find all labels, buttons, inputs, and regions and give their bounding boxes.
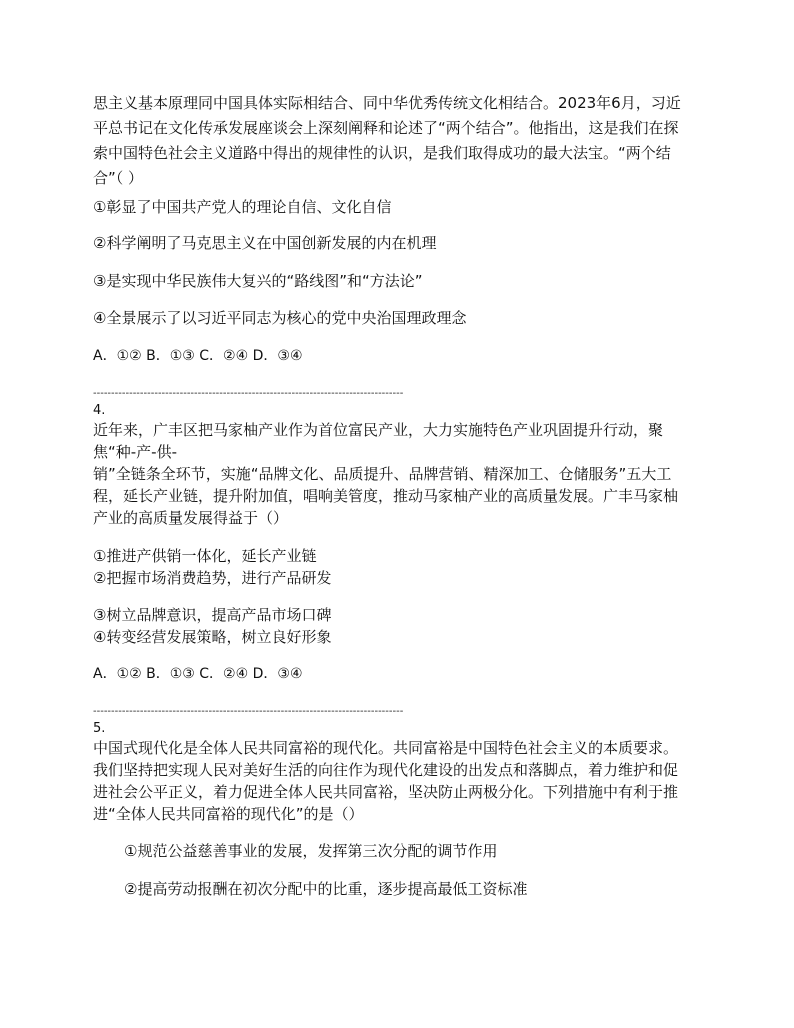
q4-separator: --------------------------------------------------------------------------------------	[93, 706, 404, 717]
q4-stem-line-5: 产业的高质量发展得益于（）	[93, 509, 289, 527]
q3-separator: --------------------------------------------------------------------------------------	[93, 388, 404, 399]
q4-stem-line-2: 焦“种-产-供-	[93, 443, 178, 461]
q4-number: 4.	[93, 403, 106, 418]
q3-stem-line-1: 思主义基本原理同中国具体实际相结合、同中华优秀传统文化相结合。2023年6月，习近	[93, 94, 681, 112]
q4-option-1: ①推进产供销一体化，延长产业链	[93, 547, 317, 565]
q5-stem-line-4: 进“全体人民共同富裕的现代化”的是（）	[93, 805, 364, 823]
q3-answer-choices: A．①② B．①③ C．②④ D．③④	[93, 348, 303, 364]
q3-stem-line-3: 索中国特色社会主义道路中得出的规律性的认识，是我们取得成功的最大法宝。“两个结	[93, 144, 671, 162]
q4-stem-line-1: 近年来，广丰区把马家柚产业作为首位富民产业，大力实施特色产业巩固提升行动，聚	[93, 421, 664, 439]
q3-option-4: ④全景展示了以习近平同志为核心的党中央治国理政理念	[93, 309, 467, 327]
q4-option-3: ③树立品牌意识，提高产品市场口碑	[93, 606, 332, 624]
q3-option-3: ③是实现中华民族伟大复兴的“路线图”和“方法论”	[93, 272, 423, 290]
q4-answer-choices: A．①② B．①③ C．②④ D．③④	[93, 666, 303, 682]
q3-option-2: ②科学阐明了马克思主义在中国创新发展的内在机理	[93, 234, 437, 252]
q4-stem-line-4: 程，延长产业链，提升附加值，唱响美管度，推动马家柚产业的高质量发展。广丰马家柚	[93, 487, 679, 505]
q3-option-1: ①彰显了中国共产党人的理论自信、文化自信	[93, 198, 392, 216]
q5-number: 5.	[93, 721, 106, 736]
q5-option-1: ①规范公益慈善事业的发展，发挥第三次分配的调节作用	[124, 842, 498, 860]
q5-stem-line-3: 进社会公平正义，着力促进全体人民共同富裕，坚决防止两极分化。下列措施中有利于推	[93, 783, 679, 801]
q3-stem-line-2: 平总书记在文化传承发展座谈会上深刻阐释和论述了“两个结合”。他指出，这是我们在探	[93, 119, 679, 137]
q5-option-2: ②提高劳动报酬在初次分配中的比重，逐步提高最低工资标准	[124, 880, 528, 898]
q5-stem-line-2: 我们坚持把实现人民对美好生活的向往作为现代化建设的出发点和落脚点，着力维护和促	[93, 761, 679, 779]
q4-stem-line-3: 销”全链条全环节，实施“品牌文化、品质提升、品牌营销、精深加工、仓储服务”五大工	[93, 465, 672, 483]
q4-option-4: ④转变经营发展策略，树立良好形象	[93, 628, 332, 646]
q3-stem-line-4: 合”（ ）	[93, 169, 144, 187]
q5-stem-line-1: 中国式现代化是全体人民共同富裕的现代化。共同富裕是中国特色社会主义的本质要求。	[93, 739, 679, 757]
q4-option-2: ②把握市场消费趋势，进行产品研发	[93, 569, 332, 587]
